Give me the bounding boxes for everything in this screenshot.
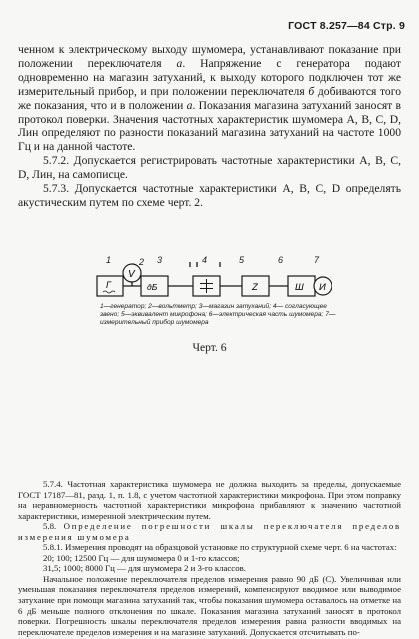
figure-number: 1 — [106, 255, 112, 265]
generator-block — [97, 276, 123, 296]
paragraph: ченном к электрическому выходу шумомера, устанавливают показание при положении переключателя a. Напряжение с генератора подают одновременно на магазин затуханий, к выходу которого подключен тот же измерительный прибор, и при положении переключателя б добиваются того же показания, что и в положении a. Показания магазина затуханий заносят в протокол поверки. Значения частотных характеристик шумомера А, В, С, D, Лин определяют по разности показаний магазина затуханий на частоте 1000 Гц и на данной частоте. — [18, 43, 402, 154]
list-item: 31,5; 1000; 8000 Гц — для шумомера 2 и 3-го классов. — [43, 563, 246, 574]
figure-number: 2 — [139, 257, 145, 267]
paragraph: 5.8.1. Измерения проводят на образцовой установке по структурной схеме черт. 6 на частотах: — [43, 542, 397, 553]
page-header: ГОСТ 8.257—84 Стр. 9 — [288, 20, 405, 32]
paragraph: 5.7.4. Частотная характеристика шумомера не должна выходить за пределы, допускаемые ГОСТ 17187—81, разд. 1, п. 1.8, с учетом частотной характеристики микрофона. При этом поправку на неравномерность частотной характеристики микрофона прибавляют к значению частотной характеристики, измеренной электрическим путем. — [18, 479, 401, 521]
figure-number: 4 — [202, 255, 208, 265]
attenuator-block — [141, 276, 168, 296]
microphone-equivalent-block — [242, 276, 269, 296]
sine-icon — [103, 291, 115, 293]
figure-number: 5 — [239, 255, 245, 265]
paragraph: 5.7.2. Допускается регистрировать частотные характеристики А, В, С, D, Лин, на самописце. — [18, 154, 401, 182]
figure-number: 7 — [314, 255, 320, 265]
section-heading: 5.8. Определение погрешности шкалы переключателя пределов измерения шумомера — [18, 521, 401, 542]
paragraph: 5.7.3. Допускается частотные характеристики А, В, С, D определять акустическим путем по схеме черт. 2. — [18, 182, 401, 209]
generator-label: Г — [106, 280, 111, 290]
impedance-label: Z — [252, 282, 258, 293]
figure-caption: 1—генератор; 2—вольтметр; 3—магазин затуханий; 4— согласующее звено; 5—эквивалент микрофона; 6—электрическая часть шумомера; 7—измерительный прибор шумомера — [100, 303, 336, 326]
list-item: 20; 100; 12500 Гц — для шумомера 0 и 1-го классов; — [43, 552, 240, 563]
paragraph: Начальное положение переключателя пределов измерения равно 90 дБ (С). Увеличивая или уменьшая показания переключателя пределов измерений, компенсируют вводимое или выводимое затухание при помощи магазина затуханий так, чтобы показания шумомера оставалось на отметке на 6 дБ меньше полного отклонения по шкале. Показания магазина затуханий заносят в протокол поверки. Погрешность шкалы переключателя пределов измерения равна разности вводимых на переключателе пределов измерения и на магазине затуханий. Допускается отсчитывать по- — [18, 573, 401, 637]
figure-number: 3 — [157, 255, 163, 265]
voltmeter-label: V — [128, 269, 135, 280]
figure-label: Черт. 6 — [192, 341, 227, 354]
text-block-bottom — [18, 479, 401, 637]
text-block-top — [18, 43, 401, 210]
meter-label: Ш — [295, 282, 304, 293]
voltmeter-circle — [123, 264, 141, 282]
matching-block — [193, 276, 220, 296]
indicator-label: И — [319, 282, 326, 293]
coupling-icon — [200, 279, 213, 293]
sound-level-meter-block — [288, 276, 315, 296]
indicator-circle — [314, 277, 332, 295]
figure-number: 6 — [278, 255, 284, 265]
block-diagram — [92, 255, 332, 299]
attenuator-label: дБ — [147, 282, 158, 292]
